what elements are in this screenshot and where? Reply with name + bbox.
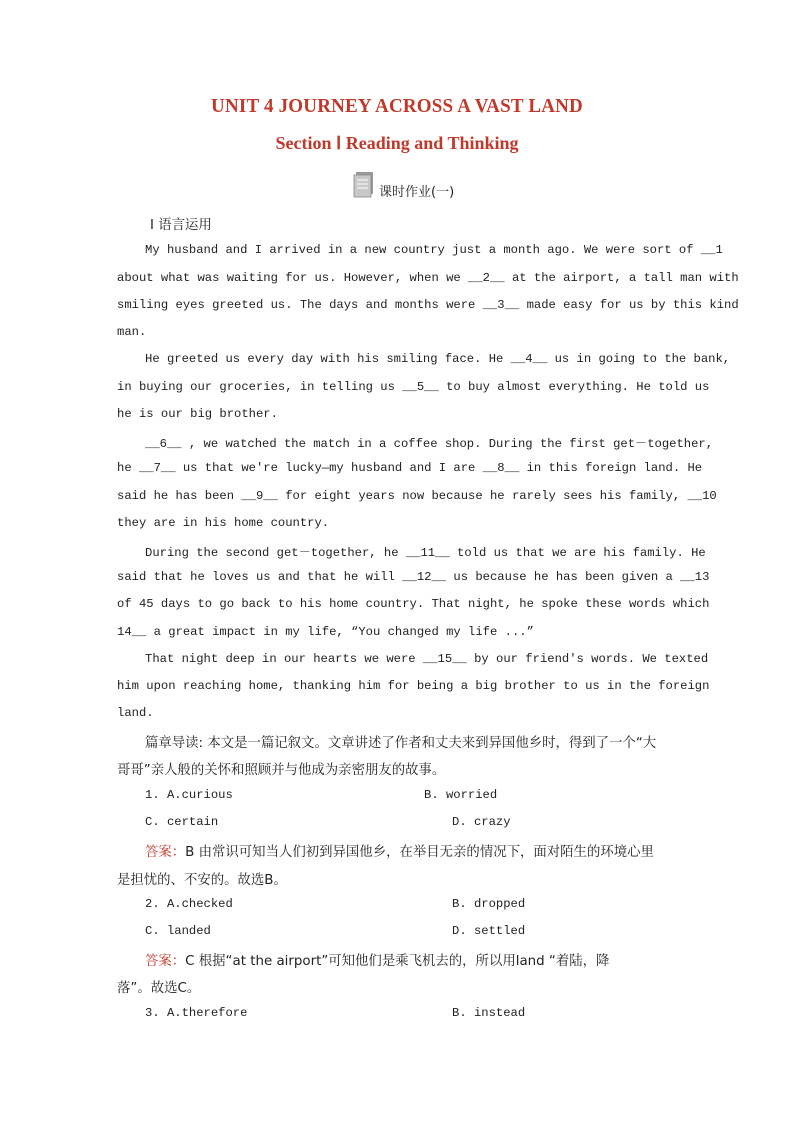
passage-line: land. bbox=[117, 706, 154, 720]
option-d: D. settled bbox=[452, 924, 526, 938]
option-c: C. landed bbox=[145, 924, 211, 938]
passage-line: they are in his home country. bbox=[117, 516, 330, 530]
answer-line bbox=[145, 841, 677, 860]
homework-label: 课时作业(一) bbox=[379, 185, 455, 200]
option-b: B. dropped bbox=[452, 897, 526, 911]
passage-line: He greeted us every day with his smiling face. He __4__ us in going to the bank, bbox=[145, 352, 731, 366]
option-a: 2. A.checked bbox=[145, 897, 233, 911]
homework-heading bbox=[352, 170, 454, 198]
answer-text: C 根据“at the airport”可知他们是乘飞机去的，所以用land “着陆，降 bbox=[185, 954, 610, 969]
option-c: C. certain bbox=[145, 815, 219, 829]
option-a: 1. A.curious bbox=[145, 788, 233, 802]
passage-line: he __7__ us that we're lucky—my husband and I are __8__ in this foreign land. He bbox=[117, 461, 703, 475]
passage-line: about what was waiting for us. However, when we __2__ at the airport, a tall man with bbox=[117, 271, 739, 285]
guide-line: 篇章导读: 本文是一篇记叙文。文章讲述了作者和丈夫来到异国他乡时，得到了一个“大 bbox=[145, 736, 657, 751]
section-title: Section Ⅰ Reading and Thinking bbox=[275, 133, 519, 153]
passage-line: of 45 days to go back to his home country. That night, he spoke these words which bbox=[117, 597, 710, 611]
passage-line: man. bbox=[117, 325, 147, 339]
unit-title: UNIT 4 JOURNEY ACROSS A VAST LAND bbox=[211, 95, 583, 118]
passage-line: smiling eyes greeted us. The days and months were __3__ made easy for us by this kind bbox=[117, 298, 739, 312]
answer-line: 是担忧的、不安的。故选B。 bbox=[117, 873, 287, 888]
option-a: 3. A.therefore bbox=[145, 1006, 248, 1020]
passage-line: My husband and I arrived in a new country just a month ago. We were sort of __1 bbox=[145, 243, 723, 257]
option-b: B. instead bbox=[452, 1006, 526, 1020]
answer-label: 答案： bbox=[145, 845, 186, 860]
passage-line: That night deep in our hearts we were __15__ by our friend's words. We texted bbox=[145, 652, 709, 666]
passage-line: said that he loves us and that he will __12__ us because he has been given a __13 bbox=[117, 570, 710, 584]
book-icon bbox=[352, 170, 376, 198]
guide-line: 哥哥”亲人般的关怀和照顾并与他成为亲密朋友的故事。 bbox=[117, 763, 446, 778]
answer-text: B 由常识可知当人们初到异国他乡，在举目无亲的情况下，面对陌生的环境心里 bbox=[185, 845, 654, 860]
passage-line: him upon reaching home, thanking him for being a big brother to us in the foreign bbox=[117, 679, 710, 693]
answer-line bbox=[145, 950, 677, 969]
passage-line: __6__ , we watched the match in a coffee shop. During the first get－together, bbox=[145, 437, 714, 451]
passage-line: During the second get－together, he __11__ told us that we are his family. He bbox=[145, 546, 706, 560]
passage-line: in buying our groceries, in telling us __5__ to buy almost everything. He told us bbox=[117, 380, 710, 394]
answer-line: 落”。故选C。 bbox=[117, 981, 201, 996]
passage-line: said he has been __9__ for eight years now because he rarely sees his family, __10 bbox=[117, 489, 717, 503]
section-heading: Ⅰ 语言运用 bbox=[150, 218, 212, 233]
answer-label: 答案： bbox=[145, 954, 186, 969]
passage-line: he is our big brother. bbox=[117, 407, 278, 421]
passage-line: 14__ a great impact in my life, “You changed my life ...” bbox=[117, 625, 534, 639]
option-d: D. crazy bbox=[452, 815, 511, 829]
option-b: B. worried bbox=[424, 788, 498, 802]
